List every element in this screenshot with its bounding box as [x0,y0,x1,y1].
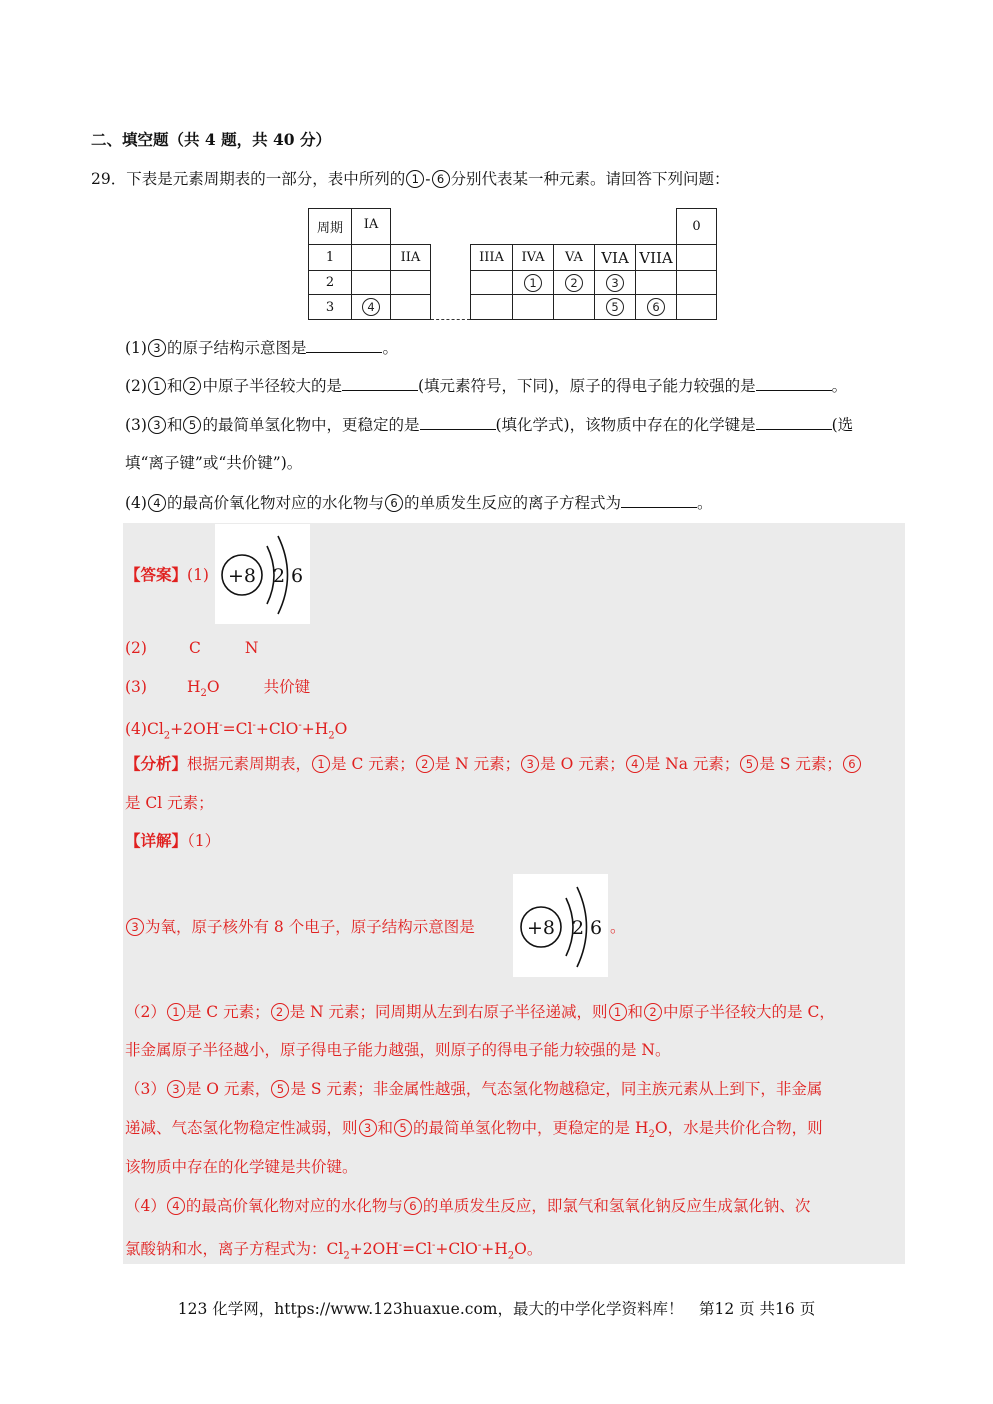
table-header-via: VIA [594,244,636,271]
element-marker-5: 5 [606,298,624,316]
table-cell [635,294,677,320]
element-marker-2: 2 [565,274,583,292]
table-cell [351,270,391,295]
table-cell [635,270,677,295]
sub-question-2: (2) 1 和 2 中原子半径较大的是 (填元素符号，下同)，原子的得电子能力较强的是 。 [125,377,848,395]
stem-text: 下表是元素周期表的一部分，表中所列的 [126,170,406,188]
table-header-iia: IIA [390,244,431,271]
answer-line-3: (3) $H_2O$ 共价键 [125,678,311,700]
detail-1-end: 。 [610,918,626,936]
circled-number: 1 [167,1003,185,1021]
detail-3-line2: 递减、气态氢化物稳定性减弱，则 3 和 5 的最简单氢化物中，更稳定的是 $H_2O$，水是共价化合物，则 [125,1119,823,1141]
detail-2-line2: 非金属原子半径越小，原子得电子能力越强，则原子的得电子能力较强的是 N。 [125,1041,671,1059]
table-cell [676,270,717,295]
table-cell [390,294,431,320]
circled-number: 1 [609,1003,627,1021]
shell-1-count: 2 [571,917,585,939]
sub-question-3-line2: 填“离子键”或“共价键”)。 [125,454,303,472]
stem-text: 分别代表某一种元素。请回答下列问题： [450,170,730,188]
table-header-va: VA [553,244,595,271]
circled-number: 5 [183,416,201,434]
circled-number: 4 [167,1197,185,1215]
shell-2-count: 6 [589,917,603,939]
table-row-label: 2 [308,270,352,295]
detail-3: （3） 3 是 O 元素， 5 是 S 元素；非金属性越强，气态氢化物越稳定，同主族元素从上到下，非金属 [125,1080,823,1098]
table-cell [676,294,717,320]
shell-1-count: 2 [272,565,286,587]
element-marker-3: 3 [606,274,624,292]
circled-number: 3 [359,1119,377,1137]
table-header-zero: 0 [676,208,717,245]
answer-line-1 [125,565,209,585]
table-cell [390,270,431,295]
table-cell [351,244,391,271]
table-cell [553,270,595,295]
table-header-iva: IVA [512,244,554,271]
table-cell [470,294,513,320]
circled-number: 1 [406,170,424,188]
circled-number: 6 [404,1197,422,1215]
circled-number: 4 [626,755,644,773]
answer-blank [621,493,697,508]
answer-blank [756,415,832,430]
circled-number: 1 [148,377,166,395]
table-cell [512,294,554,320]
detail-1: 3 为氧，原子核外有 8 个电子，原子结构示意图是 [125,917,475,937]
analysis-line-2: 是 Cl 元素； [125,794,214,812]
oxygen-atom-icon [513,874,608,977]
page-footer: 123 化学网，https://www.123huaxue.com，最大的中学化学资料库！ 第12 页 共16 页 [177,1300,816,1318]
table-cell [594,270,636,295]
table-cell [594,294,636,320]
circled-number: 3 [167,1080,185,1098]
circled-number: 6 [843,755,861,773]
circled-number: 3 [148,339,166,357]
atom-diagram-answer [215,524,310,624]
dash: - [425,170,431,188]
answer-label: 【答案】 [125,565,188,584]
table-cell [553,294,595,320]
table-header-viia: VIIA [635,244,677,271]
table-row-label: 1 [308,244,352,271]
detail-2: （2） 1 是 C 元素； 2 是 N 元素；同周期从左到右原子半径递减，则 1 和 2 中原子半径较大的是 C， [125,1003,835,1021]
table-gap-dash [431,319,470,320]
answer-blank [756,376,832,391]
detail-heading: 【详解】（1） [125,831,221,850]
circled-number: 4 [148,494,166,512]
nucleus-label: +8 [526,917,556,939]
ia-label: IA [363,217,379,232]
detail-3-line3: 该物质中存在的化学键是共价键。 [125,1158,358,1176]
table-header-iiia: IIIA [470,244,513,271]
periodic-table [0,0,993,330]
circled-number: 5 [740,755,758,773]
question-number: 29． [91,170,127,188]
circled-number: 5 [271,1080,289,1098]
answer-num: (1) [187,566,209,584]
answer-blank [306,338,382,353]
circled-number: 6 [432,170,450,188]
circled-number: 6 [385,494,403,512]
detail-4: （4） 4 的最高价氧化物对应的水化物与 6 的单质发生反应，即氯气和氢氧化钠反应生成氯化钠、次 [125,1197,811,1215]
oxygen-atom-icon [215,524,310,624]
sub-question-1: (1) 3 的原子结构示意图是 。 [125,339,398,357]
table-cell [512,270,554,295]
detail-label: 【详解】 [125,831,188,850]
table-row-label: 3 [308,294,352,320]
circled-number: 2 [644,1003,662,1021]
answer-blank [342,376,418,391]
table-cell [351,294,391,320]
element-marker-4: 4 [362,298,380,316]
circled-number: 1 [312,755,330,773]
answer-line-2: (2) C N [125,639,259,657]
shell-2-count: 6 [290,565,304,587]
table-header-ia [351,208,391,245]
analysis-label: 【分析】 [125,754,188,773]
atom-diagram-detail [513,874,608,977]
answer-blank [420,415,496,430]
nucleus-label: +8 [227,565,257,587]
section-title: 二、填空题（共 4 题，共 40 分） [91,130,331,149]
answer-line-4: $(4)Cl_2+2OH^-=Cl^-+ClO^-+H_2O$ [125,720,348,742]
analysis-line-1: 【分析】根据元素周期表， 1 是 C 元素； 2 是 N 元素； 3 是 O 元素； 4 是 Na 元素； 5 是 S 元素； 6 [125,754,862,774]
circled-number: 3 [521,755,539,773]
element-marker-6: 6 [647,298,665,316]
table-cell [470,270,513,295]
circled-number: 2 [183,377,201,395]
circled-number: 3 [126,918,144,936]
table-cell [676,244,717,271]
circled-number: 5 [394,1119,412,1137]
circled-number: 3 [148,416,166,434]
sub-question-4: (4) 4 的最高价氧化物对应的水化物与 6 的单质发生反应的离子方程式为 。 [125,494,713,512]
sub-question-3: (3) 3 和 5 的最简单氢化物中，更稳定的是 (填化学式)，该物质中存在的化学键是 (选 [125,416,854,434]
element-marker-1: 1 [524,274,542,292]
circled-number: 2 [416,755,434,773]
table-header-period: 周期 [308,208,352,245]
detail-4-line2: 氯酸钠和水，离子方程式为：$Cl_2+2OH^-=Cl^-+ClO^-+H_2O$。 [125,1240,543,1262]
circled-number: 2 [271,1003,289,1021]
